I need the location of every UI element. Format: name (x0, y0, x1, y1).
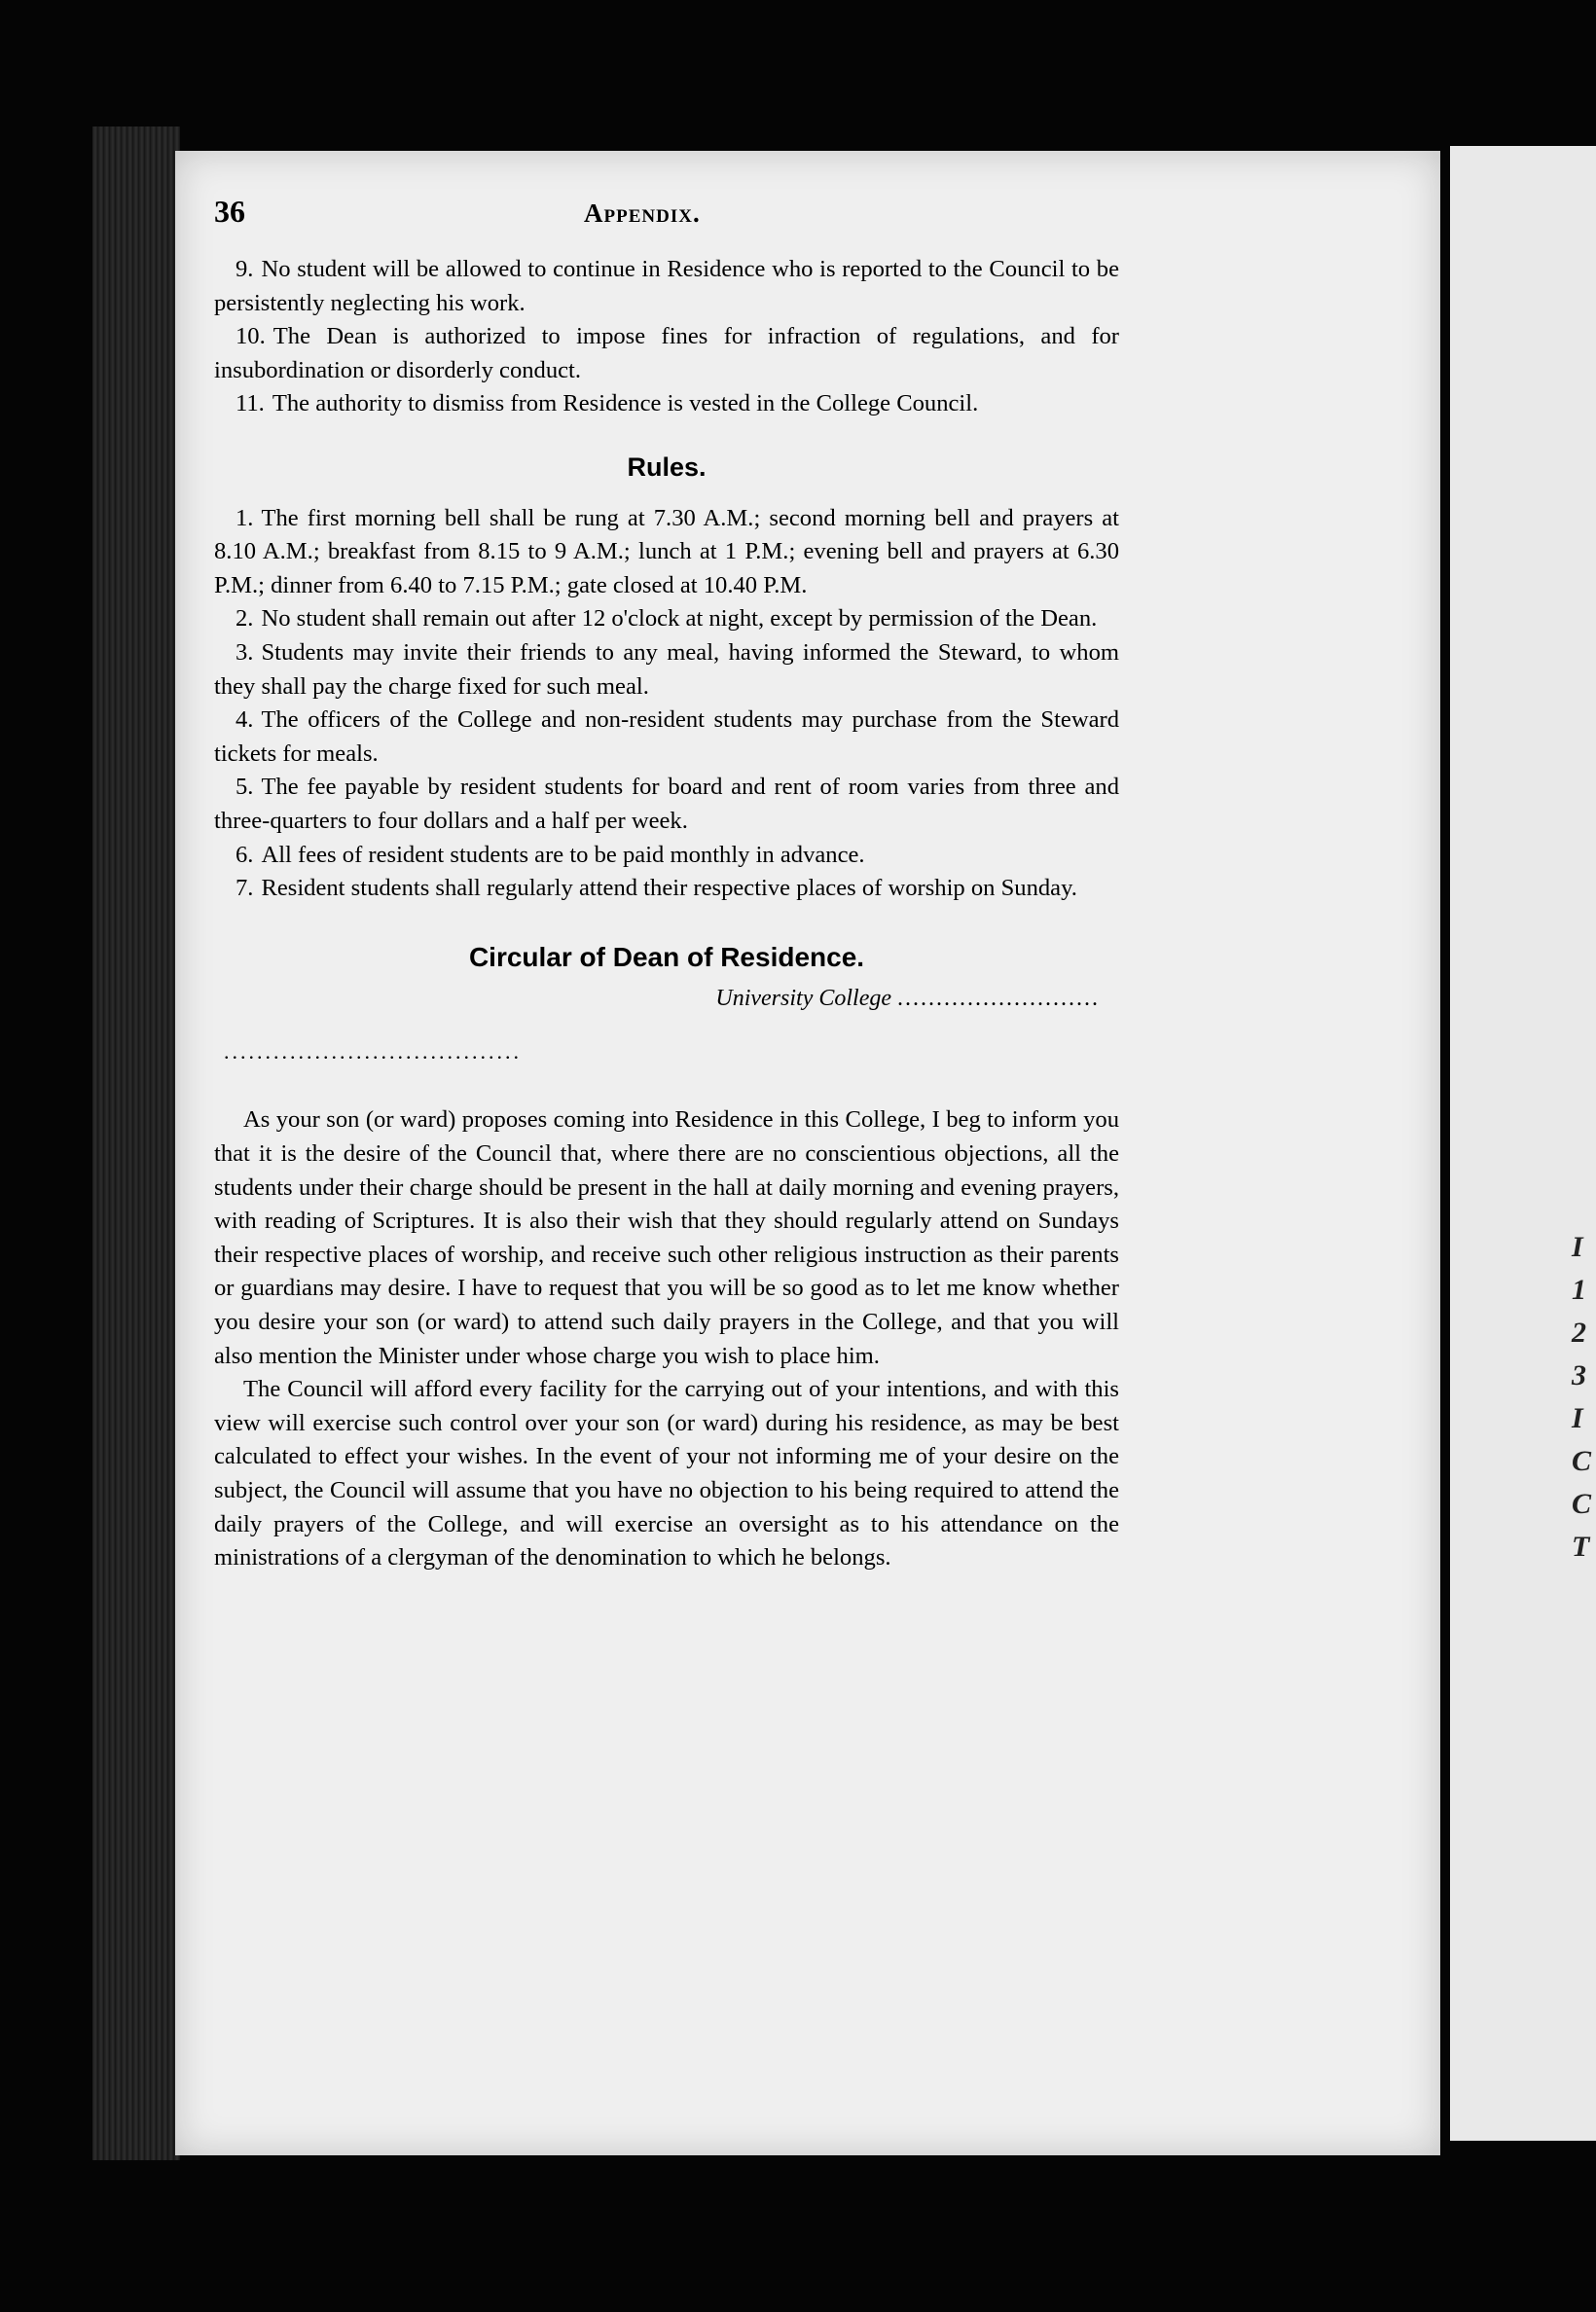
circular-heading: Circular of Dean of Residence. (468, 941, 865, 972)
college-dots: .......................... (897, 986, 1100, 1012)
rules-heading: Rules. (627, 452, 707, 482)
fragment: 2 (1572, 1317, 1586, 1349)
fragment: I (1572, 1231, 1583, 1263)
fragment: I (1572, 1402, 1583, 1434)
fragment: T (1572, 1531, 1590, 1563)
fragment: C (1572, 1488, 1592, 1520)
page-number: 36 (214, 194, 245, 229)
fragment: 1 (1572, 1274, 1586, 1306)
rules-list (214, 502, 1119, 906)
circular-paragraph: As your son (or ward) proposes coming into Residence in this College, I beg to inform you that it is the desire of the Council that, where there are no conscientious objections, all the students under their charge should be present in the hall at daily morning and evening prayers, with reading of Scriptures. It is also their wish that they should regularly attend on Sundays their respective places of worship, and receive such other religious instruction as their parents or guardians may desire. I have to request that you will be so good as to let me know whether you desire your son (or ward) to attend such daily prayers in the College, and that you will also mention the Minister under whose charge you wish to place him. (214, 1106, 1119, 1369)
regulation-item: 9. No student will be allowed to continue in Residence who is reported to the Council to be persistently neglecting his work. (214, 256, 1119, 316)
regulations-list (214, 253, 1119, 421)
regulation-item: 11. The authority to dismiss from Residence is vested in the College Council. (236, 390, 979, 417)
facing-page (1450, 146, 1596, 2141)
salutation-blank: .................................... (224, 1038, 522, 1064)
rule-item: 7. Resident students shall regularly attend their respective places of worship on Sunday. (236, 875, 1077, 902)
rule-item: 5. The fee payable by resident students for board and rent of room varies from three and three-quarters to four dollars and a half per week. (214, 774, 1119, 834)
rule-item: 6. All fees of resident students are to be paid monthly in advance. (236, 841, 865, 868)
college-label: University College (715, 986, 891, 1012)
circular-paragraph: The Council will afford every facility for the carrying out of your intentions, and with this view will exercise such control over your son (or ward) during his residence, as may be best calculated to effect your wishes. In the event of your not informing me of your desire on the subject, the Council will assume that you have no objection to his being required to attend the daily prayers of the College, and will exercise an oversight as to his attendance on the ministrations of a clergyman of the denomination to which he belongs. (214, 1376, 1119, 1571)
facing-page-text-fragments (1572, 1226, 1591, 1569)
circular-body (214, 1103, 1119, 1574)
book-page-edges (92, 126, 180, 2160)
regulation-item: 10. The Dean is authorized to impose fines for infraction of regulations, and for insubordination or disorderly conduct. (214, 323, 1119, 383)
running-head: Appendix. (584, 199, 701, 228)
fragment: C (1572, 1445, 1592, 1477)
rule-item: 2. No student shall remain out after 12 o'clock at night, except by permission of the Dean. (236, 605, 1098, 632)
rule-item: 1. The first morning bell shall be rung at 7.30 A.M.; second morning bell and prayers at 8.10 A.M.; breakfast from 8.15 to 9 A.M.; lunch at 1 P.M.; evening bell and prayers at 6.30 P.M.; dinner from 6.40 to 7.15 P.M.; gate closed at 10.40 P.M. (214, 504, 1119, 598)
college-line (214, 982, 1100, 1016)
page-content (214, 195, 1119, 1575)
page-header (214, 195, 1119, 253)
rule-item: 4. The officers of the College and non-resident students may purchase from the Steward tickets for meals. (214, 706, 1119, 767)
fragment: 3 (1572, 1359, 1586, 1391)
rule-item: 3. Students may invite their friends to any meal, having informed the Steward, to whom they shall pay the charge fixed for such meal. (214, 638, 1119, 700)
